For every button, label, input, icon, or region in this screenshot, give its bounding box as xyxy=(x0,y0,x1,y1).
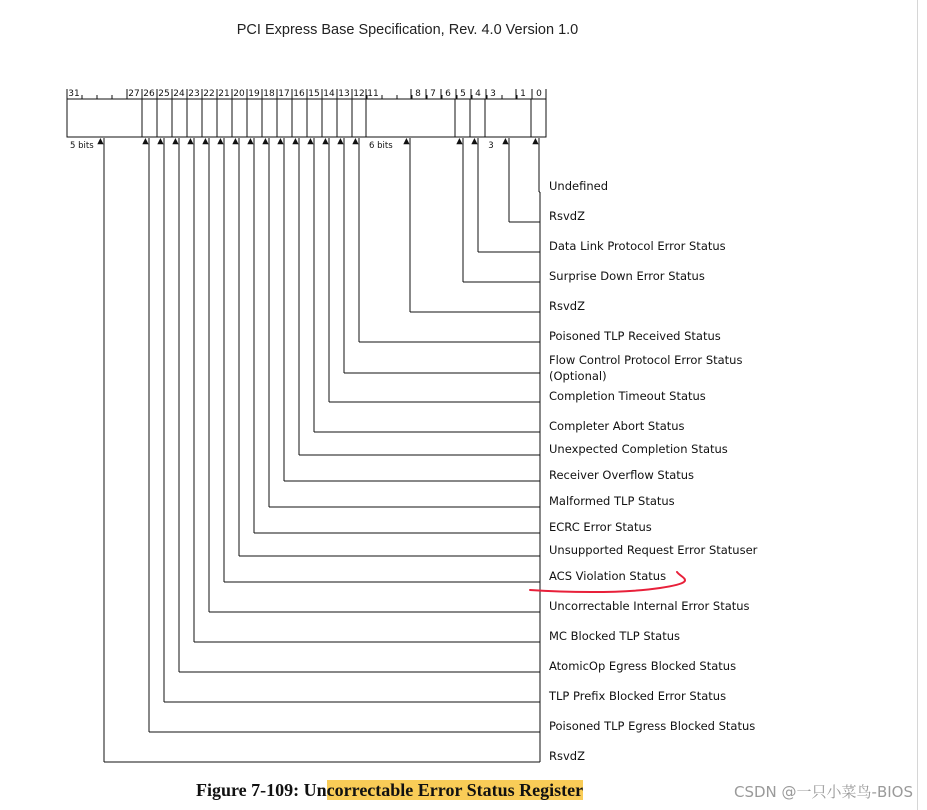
bit-number-5: 5 xyxy=(460,89,466,99)
field-label: RsvdZ xyxy=(549,299,585,313)
bit-number-24: 24 xyxy=(173,89,185,99)
bit-number-8: 8 xyxy=(415,89,421,99)
figure-caption xyxy=(196,780,583,801)
field-leader-lines xyxy=(104,138,540,762)
caption-highlighted-text: correctable Error Status Register xyxy=(326,780,584,800)
field-label: RsvdZ xyxy=(549,749,585,763)
register-field-dividers xyxy=(142,99,531,137)
field-label: MC Blocked TLP Status xyxy=(549,629,680,643)
bit-number-20: 20 xyxy=(233,89,245,99)
field-label: Surprise Down Error Status xyxy=(549,269,705,283)
field-label: Poisoned TLP Received Status xyxy=(549,329,721,343)
bit-number-25: 25 xyxy=(158,89,170,99)
bit-number-16: 16 xyxy=(293,89,305,99)
page-header-title: PCI Express Base Specification, Rev. 4.0 Version 1.0 xyxy=(236,22,579,38)
field-label: Completion Timeout Status xyxy=(549,389,706,403)
bit-number-19: 19 xyxy=(248,89,260,99)
field-label: ECRC Error Status xyxy=(549,520,652,534)
field-label: Completer Abort Status xyxy=(549,419,685,433)
field-label: Undefined xyxy=(549,179,608,193)
field-label: ACS Violation Status xyxy=(549,569,667,583)
csdn-watermark: CSDN @一只小菜鸟-BIOS xyxy=(734,783,913,801)
bit-number-26: 26 xyxy=(143,89,155,99)
bit-number-18: 18 xyxy=(263,89,275,99)
bit-number-11: 11 xyxy=(367,89,379,99)
field-label: Uncorrectable Internal Error Status xyxy=(549,599,750,613)
width-label: 3 xyxy=(488,141,494,151)
field-label: Unexpected Completion Status xyxy=(549,442,728,456)
field-label: Flow Control Protocol Error Status (Optional) xyxy=(549,353,743,383)
field-label: AtomicOp Egress Blocked Status xyxy=(549,659,737,673)
bit-number-6: 6 xyxy=(445,89,451,99)
caption-prefix: Figure 7-109: Un xyxy=(196,780,327,800)
field-label: Receiver Overflow Status xyxy=(549,468,695,482)
bit-number-27: 27 xyxy=(128,89,140,99)
bit-number-22: 22 xyxy=(203,89,215,99)
field-label: Poisoned TLP Egress Blocked Status xyxy=(549,719,756,733)
field-label: RsvdZ xyxy=(549,209,585,223)
bit-number-12: 12 xyxy=(353,89,365,99)
field-label: Data Link Protocol Error Status xyxy=(549,239,726,253)
bit-number-labels xyxy=(67,89,546,99)
bit-number-7: 7 xyxy=(430,89,436,99)
bit-number-14: 14 xyxy=(323,89,335,99)
width-label: 5 bits xyxy=(70,141,94,151)
bit-number-17: 17 xyxy=(278,89,290,99)
field-width-labels xyxy=(70,141,494,151)
bit-number-21: 21 xyxy=(218,89,230,99)
bit-number-31: 31 xyxy=(68,89,80,99)
bit-number-23: 23 xyxy=(188,89,200,99)
field-label: Unsupported Request Error Statuser xyxy=(549,543,758,557)
field-label: TLP Prefix Blocked Error Status xyxy=(549,689,727,703)
field-label: Malformed TLP Status xyxy=(549,494,675,508)
width-label: 6 bits xyxy=(369,141,393,151)
bit-number-13: 13 xyxy=(338,89,350,99)
bit-number-0: 0 xyxy=(536,89,542,99)
bit-number-3: 3 xyxy=(490,89,496,99)
bit-number-1: 1 xyxy=(520,89,526,99)
bit-number-4: 4 xyxy=(475,89,481,99)
field-name-labels xyxy=(548,179,758,763)
bit-number-15: 15 xyxy=(308,89,320,99)
